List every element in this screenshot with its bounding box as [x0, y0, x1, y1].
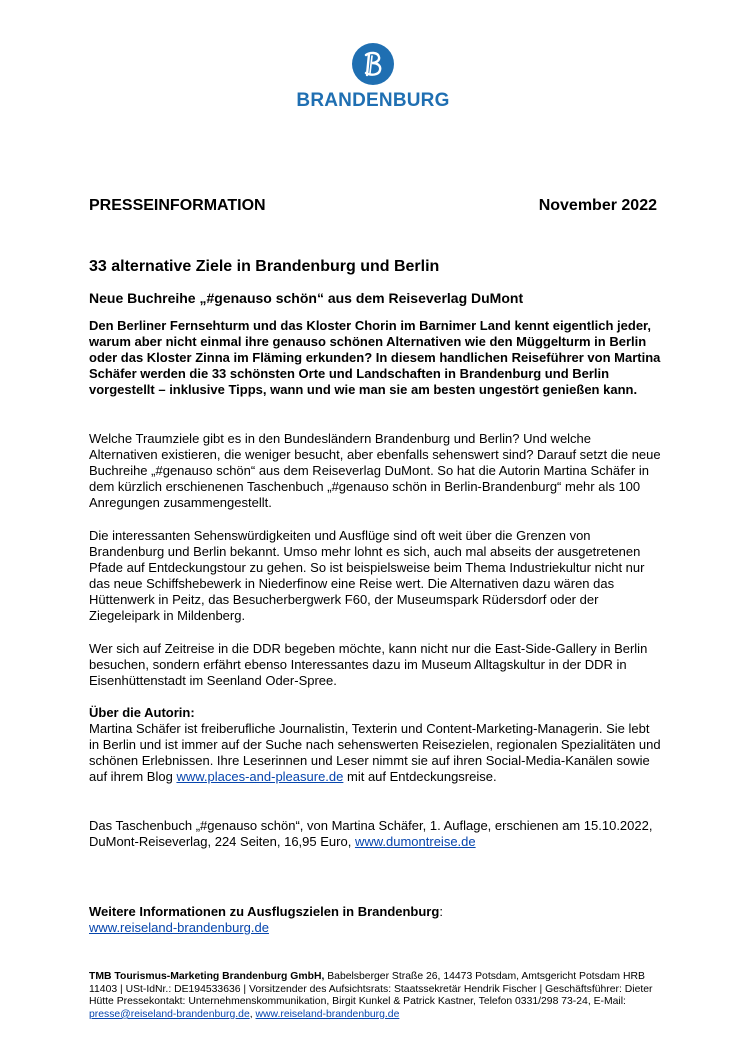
dumont-link[interactable]: www.dumontreise.de [354, 834, 476, 849]
footer-email-link[interactable]: presse@reiseland-brandenburg.de [89, 1008, 250, 1020]
logo-wordmark: BRANDENBURG [296, 90, 450, 111]
more-info [89, 904, 661, 936]
footer-company: TMB Tourismus-Marketing Brandenburg GmbH, [89, 971, 325, 982]
about-author-text: Martina Schäfer ist freiberufliche Journalistin, Texterin und Content-Marketing-Managerin. Sie lebt in Berlin und ist immer auf der Suche nach sehenswerten Reisezielen, regionalen Spezialitäten und schönen Erlebnissen. Ihre Leserinnen und Leser nimmt sie auf ihren Social-Media-Kanälen sowie auf ihrem Blog [89, 721, 661, 784]
more-info-colon: : [439, 904, 443, 919]
footer-separator: , [249, 1008, 253, 1020]
reiseland-link[interactable]: www.reiseland-brandenburg.de [89, 920, 269, 935]
doc-date: November 2022 [538, 197, 657, 214]
footer [89, 971, 661, 1021]
paragraph-2: Die interessanten Sehenswürdigkeiten und Ausflüge sind oft weit über die Grenzen von Brandenburg und Berlin bekannt. Umso mehr lohnt es sich, auch mal abseits der ausgetretenen Pfade auf Entdeckungstour zu gehen. So ist beispielsweise beim Thema Industriekultur nicht nur das neue Schiffshebewerk in Niederfinow eine Reise wert. Die Alternativen dazu wären das Hüttenwerk in Peitz, das Besucherbergwerk F60, der Museumspark Rüdersdorf oder der Ziegeleipark in Mildenberg. [89, 528, 645, 623]
blog-link[interactable]: www.places-and-pleasure.de [176, 769, 344, 784]
brandenburg-logo-icon [351, 42, 395, 86]
lead-paragraph: Den Berliner Fernsehturm und das Kloster Chorin im Barnimer Land kennt eigentlich jeder, warum aber nicht einmal ihre genauso schönen Alternativen wie den Müggelturm in Berlin oder das Kloster Zinna im Fläming erkunden? In diesem handlichen Reiseführer von Martina Schäfer werden die 33 schönsten Orte und Landschaften in Brandenburg und Berlin vorgestellt – inklusive Tipps, wann und wie man sie am besten ungestört genießen kann. [89, 318, 661, 397]
page-subtitle: Neue Buchreihe „#genauso schön“ aus dem Reiseverlag DuMont [89, 290, 524, 306]
doc-type: PRESSEINFORMATION [89, 197, 266, 214]
about-author [89, 705, 661, 785]
paragraph-3: Wer sich auf Zeitreise in die DDR begeben möchte, kann nicht nur die East-Side-Gallery in Berlin besuchen, sondern erfährt ebenso Interessantes dazu im Museum Alltagskultur in der DDR in Eisenhüttenstadt im Seenland Oder-Spree. [89, 641, 648, 688]
brandenburg-logo [0, 42, 746, 112]
about-author-tail: mit auf Entdeckungsreise. [347, 769, 497, 784]
footer-web-link[interactable]: www.reiseland-brandenburg.de [255, 1008, 400, 1020]
more-info-heading: Weitere Informationen zu Ausflugszielen in Brandenburg [89, 904, 440, 919]
book-info [89, 818, 661, 850]
document-header [89, 197, 657, 215]
book-info-text: Das Taschenbuch „#genauso schön“, von Martina Schäfer, 1. Auflage, erschienen am 15.10.2022, DuMont-Reiseverlag, 224 Seiten, 16,95 Euro, [89, 818, 653, 849]
about-author-heading: Über die Autorin: [89, 705, 195, 720]
footer-text: Babelsberger Straße 26, 14473 Potsdam, Amtsgericht Potsdam HRB 11403 | USt-IdNr.: DE194533636 | Vorsitzender des Aufsichtsrats: Staatssekretär Hendrik Fischer | Geschäftsführer: Dieter Hütte Pressekontakt: Unternehmenskommunikation, Birgit Kunkel & Patrick Kastner, Telefon 0331/298 73-24, E-Mail: [89, 971, 653, 1008]
paragraph-1: Welche Traumziele gibt es in den Bundesländern Brandenburg und Berlin? Und welche Alternativen existieren, die weniger besucht, aber ebenfalls sehenswert sind? Darauf setzt die neue Buchreihe „#genauso schön“ aus dem Reiseverlag DuMont. So hat die Autorin Martina Schäfer in dem kürzlich erschienenen Taschenbuch „#genauso schön in Berlin-Brandenburg“ mehr als 100 Anregungen zusammengestellt. [89, 431, 661, 510]
page-title: 33 alternative Ziele in Brandenburg und Berlin [89, 258, 440, 275]
